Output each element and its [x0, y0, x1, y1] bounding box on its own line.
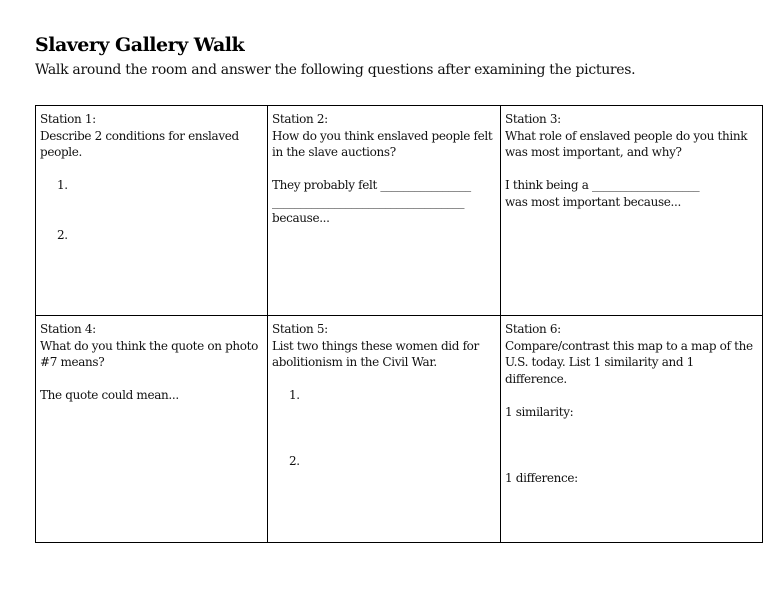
station-5-item-2: 2.: [289, 454, 300, 468]
stations-row-1: [36, 106, 763, 316]
station-2-starter-2: __________________________________: [272, 194, 465, 209]
station-6-prompt: Compare/contrast this map to a map of the U.S. today. List 1 similarity and 1 difference.: [505, 338, 753, 386]
station-2-prompt: How do you think enslaved people felt in the slave auctions?: [272, 128, 493, 159]
stations-row-2: [36, 316, 763, 543]
station-1-item-1: 1.: [57, 178, 68, 192]
station-2-heading: Station 2:: [272, 112, 328, 126]
station-4-prompt: What do you think the quote on photo #7 means?: [40, 338, 259, 369]
station-1-prompt: Describe 2 conditions for enslaved people.: [40, 128, 239, 159]
station-3-starter-1: I think being a ___________________: [505, 178, 700, 192]
station-4-heading: Station 4:: [40, 322, 96, 336]
station-6-cell[interactable]: [501, 316, 763, 543]
station-4-cell[interactable]: [36, 316, 268, 543]
station-6-similarity-label: 1 similarity:: [505, 404, 574, 419]
station-2-starter-3: because...: [272, 211, 330, 225]
station-6-difference-label: 1 difference:: [505, 470, 578, 485]
station-6-heading: Station 6:: [505, 322, 561, 336]
station-3-prompt: What role of enslaved people do you think was most important, and why?: [505, 128, 748, 159]
instructions: Walk around the room and answer the following questions after examining the pictures.: [35, 62, 636, 78]
stations-grid: [35, 105, 763, 543]
station-2-cell[interactable]: [268, 106, 501, 316]
station-5-heading: Station 5:: [272, 322, 328, 336]
station-1-cell[interactable]: [36, 106, 268, 316]
station-3-heading: Station 3:: [505, 112, 561, 126]
station-5-prompt: List two things these women did for abolitionism in the Civil War.: [272, 338, 479, 369]
station-4-starter: The quote could mean...: [40, 388, 179, 402]
station-5-cell[interactable]: [268, 316, 501, 543]
station-1-item-2: 2.: [57, 227, 68, 242]
station-1-heading: Station 1:: [40, 112, 96, 126]
station-3-starter-2: was most important because...: [505, 194, 681, 209]
station-2-starter-1: They probably felt ________________: [272, 178, 471, 192]
page-title: Slavery Gallery Walk: [35, 34, 245, 56]
station-5-item-1: 1.: [289, 388, 300, 402]
station-3-cell[interactable]: [501, 106, 763, 316]
